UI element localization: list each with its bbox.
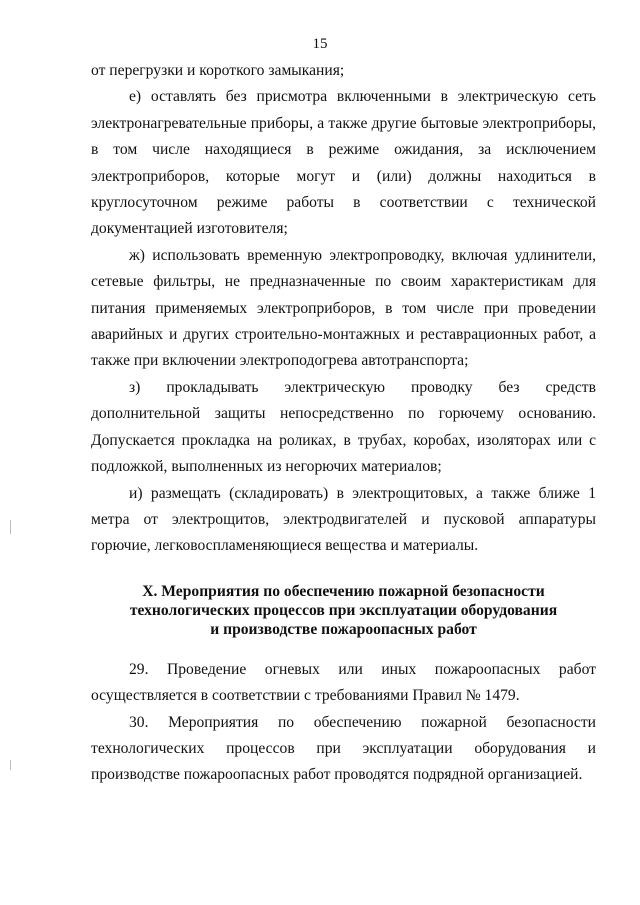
scan-artifact — [10, 520, 11, 534]
page-number: 15 — [312, 36, 328, 52]
document-body — [91, 58, 596, 789]
paragraph-item-zh: ж) использовать временную электропроводку, включая удлинители, сетевые фильтры, не предназначенные по своим характеристикам для питания применяемых электроприборов, в том числе при проведении аварийных и других строительно-монтажных и реставрационных работ, а также при включении электроподогрева автотранспорта; — [91, 246, 596, 370]
section-heading — [91, 582, 596, 639]
paragraph-item-i: и) размещать (складировать) в электрощитовых, а также ближе 1 метра от электрощитов, электродвигателей и пусковой аппаратуры горючие, легковоспламеняющиеся вещества и материалы. — [91, 484, 596, 555]
scan-artifact — [10, 760, 11, 770]
paragraph-item-z: з) прокладывать электрическую проводку без средств дополнительной защиты непосредственно по горючему основанию. Допускается прокладка на роликах, в трубах, коробах, изоляторах или с подложкой, выполненных из негорючих материалов; — [91, 378, 596, 476]
paragraph-continuation: от перегрузки и короткого замыкания; — [91, 62, 345, 79]
paragraph-29: 29. Проведение огневых или иных пожароопасных работ осуществляется в соответствии с требованиями Правил № 1479. — [91, 660, 596, 705]
paragraph-30: 30. Мероприятия по обеспечению пожарной безопасности технологических процессов при эксплуатации оборудования и производстве пожароопасных работ проводятся подрядной организацией. — [91, 713, 596, 784]
section-heading-line-2: технологических процессов при эксплуатации оборудования — [129, 601, 558, 619]
section-heading-line-3: и производстве пожароопасных работ — [210, 620, 477, 638]
section-heading-line-1: X. Мероприятия по обеспечению пожарной безопасности — [142, 582, 545, 600]
paragraph-item-e: е) оставлять без присмотра включенными в электрическую сеть электронагревательные приборы, а также другие бытовые электроприборы, в том числе находящиеся в режиме ожидания, за исключением электроприборов, которые могут и (или) должны находиться в круглосуточном режиме работы в соответствии с технической документацией изготовителя; — [91, 88, 596, 238]
